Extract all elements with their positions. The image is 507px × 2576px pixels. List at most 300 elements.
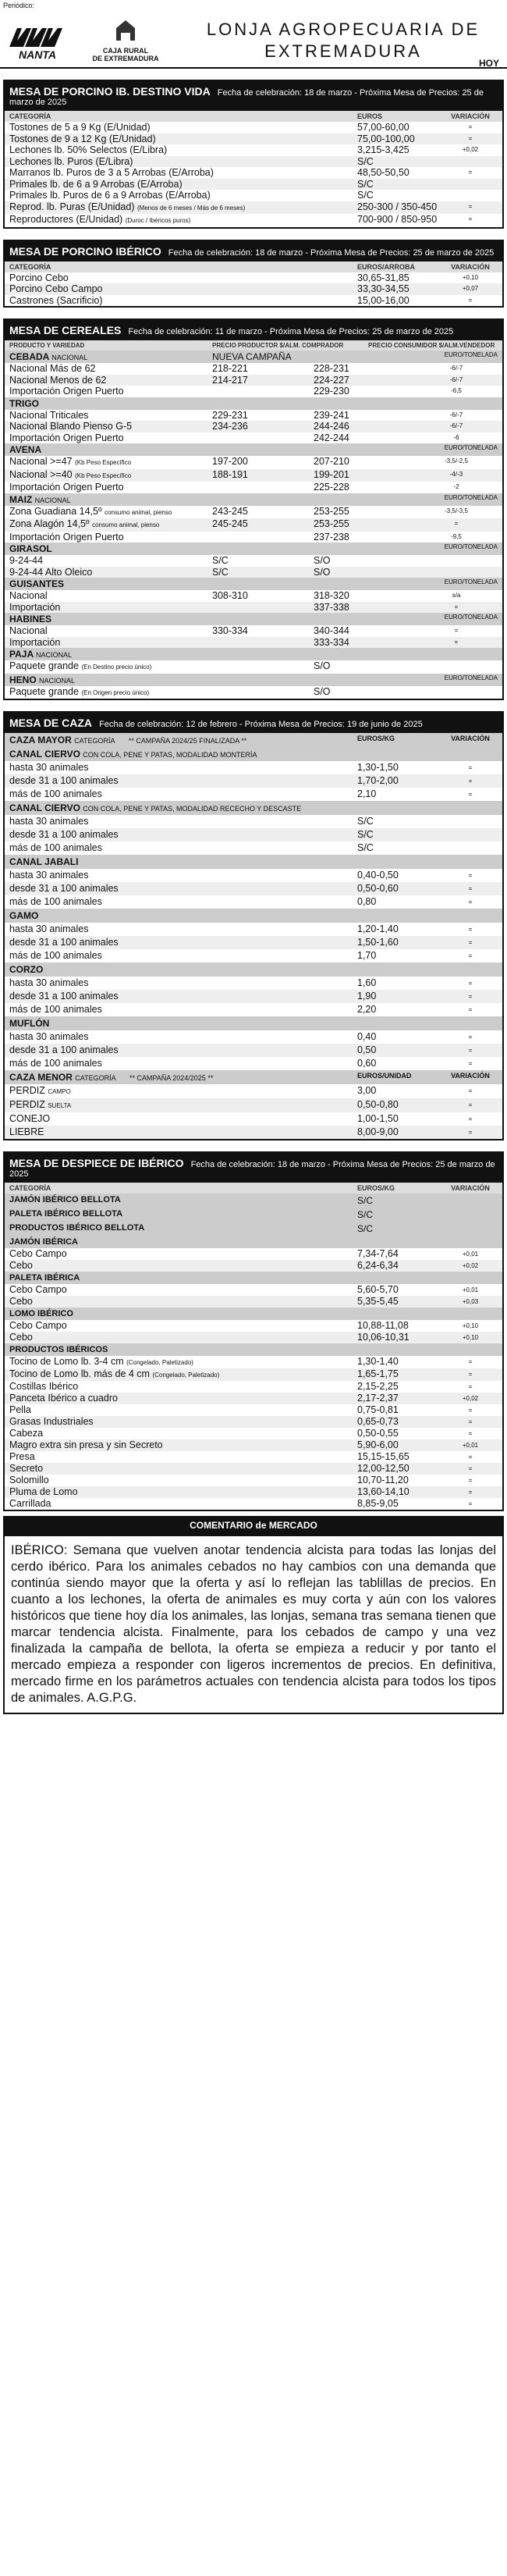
table-row [5,1451,502,1463]
row-price: 5,90-6,00 [357,1439,399,1450]
row-label: Primales lb. Puros de 6 a 9 Arrobas (E/Arroba) [9,190,211,201]
category-sub: CON COLA, PENE Y PATAS, MODALIDAD RECECHO Y DESCASTE [83,805,302,813]
row-price-consumidor: 225-228 [314,482,349,493]
table-row [5,1098,502,1112]
row-price-productor: 245-245 [212,518,248,529]
row-label: Cebo Campo [9,1320,67,1331]
iberico-info: Fecha de celebración: 18 de marzo - Próxima Mesa de Precios: 25 de marzo de 2025 [168,247,495,258]
row-price: 1,30-1,40 [357,1356,399,1367]
row-variation: -6/-7 [449,365,463,372]
caza-category [5,855,502,869]
table-row [5,990,502,1003]
cereales-title: MESA DE CEREALES [9,324,122,336]
row-note: (Kb Peso Específico [75,471,132,479]
row-price: 48,50-50,50 [357,167,410,178]
row-label: desde 31 a 100 animales [9,991,119,1002]
row-price-consumidor: 337-338 [314,601,349,613]
row-label: Nacional [9,590,48,601]
row-label: Zona Guadiana 14,5º [9,505,102,517]
category-name-wrap [9,964,498,975]
table-row [5,555,502,567]
porcino-info: Fecha de celebración: 18 de marzo - Próxima Mesa de Precios: 25 de marzo de 2025 [9,88,484,107]
despiece-category [5,1236,502,1248]
table-row [5,363,502,375]
comentario-text: IBÉRICO: Semana que vuelven anotar tendencia alcista para todas las lonjas del cerdo ibérico. Para los animales cebados no hay cambios con una demanda que continúa siendo mayor que la oferta y así lo reflejan las tablillas de precios. En cuanto a los lechones, la oferta de animales es muy corta y aún con los valores históricos que tiene hoy día los animales, las lonjas, semana tras semana tienen que marcar tendencia alcista. Finalmente, para los cebados de campo y una vez finalizada la campaña de bellota, la oferta se empieza a reducir y por tanto el mercado empieza a responder con ligeros incrementos de precios. En definitiva, mercado firme en los parámetros actuales con tendencia alcista para todos los tipos de animales. A.G.P.G. [3,1535,504,1714]
row-price: S/C [357,842,374,853]
table-row [5,456,502,469]
category-price: S/C [357,1223,374,1234]
row-label: más de 100 animales [9,896,102,907]
row-name [9,532,212,543]
table-row [5,532,502,543]
row-price-consumidor: S/O [314,566,331,578]
despiece-title: MESA DE DESPIECE DE IBÉRICO [9,1157,184,1169]
row-price-consumidor: S/O [314,660,331,671]
row-price-productor: 197-200 [212,456,248,467]
category-name-wrap [9,614,212,624]
col-categoria: CATEGORÍA [9,112,51,120]
table-row [5,295,502,307]
row-label: Importación Origen Puerto [9,386,124,397]
row-price-productor [212,686,314,699]
table-row [5,1044,502,1057]
table-row [5,156,502,168]
caza-category [5,801,502,815]
periodico-label: Periódico: [3,2,35,9]
table-row [5,1463,502,1475]
row-label: hasta 30 animales [9,870,89,881]
caja-rural-line1: CAJA RURAL [102,47,149,55]
row-variation: -3,5/-3,5 [445,507,468,514]
category-name-wrap [9,1018,498,1029]
row-label: hasta 30 animales [9,762,89,773]
iberico-head [5,241,502,262]
row-variation: = [468,296,473,304]
row-label: Tostones de 9 a 12 Kg (E/Unidad) [9,133,156,144]
row-name [9,1486,357,1498]
row-price: 10,70-11,20 [357,1475,409,1485]
row-name [9,895,357,909]
row-label: Secreto [9,1463,44,1474]
category-campaign [212,578,415,589]
table-row [5,1296,502,1308]
despiece-rows [5,1194,502,1510]
iberico-rows [5,272,502,307]
despiece-info: Fecha de celebración: 18 de marzo - Próxima Mesa de Precios: 25 de marzo de 2025 [9,1160,495,1179]
row-name [9,386,212,397]
table-row [5,375,502,386]
row-name [9,1126,357,1139]
row-variation: = [468,1129,473,1136]
row-price-productor [212,432,314,444]
row-price: 1,50-1,60 [357,937,399,948]
category-name-wrap [9,910,498,921]
row-name [9,1368,357,1381]
category-name: MAIZ [9,493,33,505]
row-label: Nacional Blando Pienso G-5 [9,421,133,432]
table-row [5,1475,502,1486]
row-price: 1,65-1,75 [357,1368,399,1379]
caza-category [5,733,502,747]
row-name [9,1463,357,1475]
row-price: 3,215-3,425 [357,144,410,155]
category-name: LOMO IBÉRICO [9,1309,73,1318]
category-price [357,1309,498,1318]
row-label: Panceta Ibérico a cuadro [9,1393,118,1404]
table-row [5,1439,502,1451]
cereal-category [5,543,502,555]
row-label: Nacional Triticales [9,409,89,421]
row-price-consumidor: S/O [314,555,331,566]
row-label: Reproductores (E/Unidad) [9,214,123,225]
row-price: 0,50 [357,1044,377,1055]
category-price [357,1273,498,1283]
col-variacion: VARIACIÓN [451,112,490,120]
caza-category [5,1016,502,1030]
row-label: PERDIZ [9,1085,45,1096]
row-variation: = [468,872,473,879]
despiece-category [5,1222,502,1236]
category-name-wrap [9,674,212,685]
category-name: MUFLÓN [9,1018,50,1029]
category-sub: CON COLA, PENE Y PATAS, MODALIDAD MONTERÍA [83,751,257,759]
row-label: Pluma de Lomo [9,1486,78,1497]
table-row [5,201,502,215]
category-name: GUISANTES [9,578,65,589]
table-row [5,1003,502,1016]
row-variation [415,555,498,567]
row-price: 10,06-10,31 [357,1332,410,1343]
row-variation [443,156,498,168]
cereales-head [5,320,502,340]
despiece-category [5,1308,502,1320]
table-row [5,660,502,674]
hoy-label: HOY [478,58,499,69]
cereal-category [5,674,502,686]
row-price-consumidor: 340-344 [314,625,349,636]
row-variation: = [468,1383,473,1390]
row-label: Paquete grande [9,685,79,697]
table-row [5,637,502,649]
row-variation: +0,02 [462,146,479,153]
row-label: Lechones lb. 50% Selectos (E/Libra) [9,144,168,155]
row-variation: +0,10 [462,1322,479,1329]
row-variation: = [468,1115,473,1123]
row-label: PERDIZ [9,1099,45,1110]
row-variation: = [468,926,473,933]
category-sub: CATEGORÍA [74,737,115,745]
row-price-productor: 188-191 [212,468,248,480]
row-name [9,1030,357,1044]
row-label: Paquete grande [9,660,79,671]
row-price: 75,00-100,00 [357,133,415,144]
row-note: consumo animal, pienso [92,521,160,528]
row-price-productor: S/C [212,555,229,566]
row-price-productor: 214-217 [212,374,248,386]
table-row [5,190,502,201]
page-title [191,19,495,62]
porcino-head [5,81,502,111]
row-name [9,1248,357,1260]
row-price-productor [212,532,314,543]
row-note: SUELTA [48,1102,72,1109]
row-name [9,214,357,227]
row-label: Presa [9,1451,35,1462]
row-price-productor [212,660,314,674]
row-variation: = [468,123,473,130]
row-note: (Menos de 6 meses / Más de 6 meses) [136,204,246,212]
row-label: 9-24-44 [9,555,44,566]
row-label: Cebo [9,1260,33,1271]
row-variation: = [468,1371,473,1378]
category-name: GIRASOL [9,543,52,554]
row-name [9,190,357,201]
table-row [5,949,502,962]
row-variation: -3,5/-2,5 [445,457,468,464]
category-unit [415,398,498,409]
row-label: hasta 30 animales [9,816,89,827]
row-name [9,625,212,637]
row-label: Magro extra sin presa y sin Secreto [9,1439,163,1450]
row-price: 10,88-11,08 [357,1320,409,1331]
cereal-category [5,350,502,363]
row-price-consumidor: 253-255 [314,518,349,529]
row-price-consumidor: 199-201 [314,468,349,480]
category-sub: CATEGORÍA [75,1074,116,1082]
row-note: (Congelado, Paletizado) [126,1359,193,1366]
row-price: 2,17-2,37 [357,1393,399,1404]
despiece-section [3,1151,504,1511]
category-name-wrap [9,1072,357,1083]
row-name [9,1296,357,1308]
row-variation: +0,01 [462,1442,479,1449]
row-label: desde 31 a 100 animales [9,937,119,948]
category-name: CANAL CIERVO [9,802,80,813]
category-name-wrap [9,802,498,813]
category-name-wrap [9,578,212,589]
category-name: CANAL JABALI [9,856,79,867]
category-unit: EUROS/UNIDAD [357,1072,412,1080]
row-name [9,375,212,386]
table-row [5,923,502,936]
row-name [9,506,212,519]
row-variation: = [468,134,473,142]
row-label: Pella [9,1404,31,1415]
row-label: LIEBRE [9,1126,44,1137]
row-variation: -6,5 [451,387,462,394]
category-name: HENO [9,674,37,685]
row-variation: = [468,1500,473,1507]
row-name [9,432,212,444]
col-euros: EUROS [357,112,383,120]
row-price-productor: 218-221 [212,363,248,374]
category-name: JAMÓN IBÉRICO BELLOTA [9,1195,121,1204]
row-label: hasta 30 animales [9,977,89,988]
table-row [5,1320,502,1332]
row-label: desde 31 a 100 animales [9,1044,119,1055]
category-campaign: NUEVA CAMPAÑA [212,351,292,362]
row-label: más de 100 animales [9,1058,102,1069]
category-campaign [212,398,415,409]
row-price-consumidor: 242-244 [314,432,349,443]
category-name: GAMO [9,910,39,921]
row-name [9,144,357,156]
row-name [9,1393,357,1404]
category-name-wrap [9,649,212,660]
row-variation: = [468,1006,473,1013]
row-price: S/C [357,178,374,190]
row-price: 1,90 [357,991,377,1002]
row-variation [443,190,498,201]
category-name: JAMÓN IBÉRICA [9,1237,79,1247]
row-price: 700-900 / 850-950 [357,214,438,225]
row-variation: = [468,885,473,892]
row-price: 250-300 / 350-450 [357,201,438,212]
category-name-wrap [9,543,212,554]
iberico-columns [5,262,502,272]
col-categoria: CATEGORÍA [9,262,51,271]
category-price: S/C [357,1195,374,1206]
table-row [5,1498,502,1510]
row-note: (En Destino precio único) [81,664,152,671]
col-producto: PRODUCTO Y VARIEDAD [9,342,85,349]
category-name: CAZA MAYOR [9,735,72,745]
row-price: 5,35-5,45 [357,1296,399,1307]
row-note: (Duroc / Ibéricos puros) [125,217,191,224]
row-label: CONEJO [9,1113,51,1124]
row-variation [415,660,498,674]
row-variation: -9,5 [451,532,462,540]
row-variation: = [468,1060,473,1067]
row-name [9,869,357,882]
category-name-wrap [9,398,212,409]
category-name: CANAL CIERVO [9,749,80,760]
row-price: 2,20 [357,1004,377,1015]
row-price: 0,50-0,60 [357,883,399,894]
porcino-iberico-section [3,240,504,308]
row-name [9,518,212,532]
table-row [5,214,502,227]
row-price: 8,85-9,05 [357,1498,399,1509]
row-variation: +0,10 [462,1334,479,1341]
row-price-productor: 229-231 [212,409,248,421]
category-sub: NACIONAL [51,354,88,361]
category-name-wrap [9,444,212,455]
table-row [5,977,502,990]
table-row [5,1057,502,1070]
row-name [9,1044,357,1057]
row-price-productor: 308-310 [212,590,248,601]
row-price: 7,34-7,64 [357,1248,399,1259]
category-name: AVENA [9,444,42,455]
row-label: más de 100 animales [9,788,102,799]
table-row [5,828,502,841]
row-variation: = [468,791,473,798]
table-row [5,882,502,895]
row-variation: -6/-7 [449,422,463,429]
row-variation [443,828,498,841]
row-name [9,949,357,962]
row-label: desde 31 a 100 animales [9,775,119,786]
row-price: 1,30-1,50 [357,762,399,773]
table-row [5,482,502,493]
row-name [9,1003,357,1016]
row-price: 12,00-12,50 [357,1463,410,1474]
row-label: hasta 30 animales [9,923,89,934]
row-name [9,167,357,179]
row-label: Zona Alagón 14,5º [9,518,90,529]
caja-rural-emblem-icon [112,17,140,45]
row-price-consumidor: 228-231 [314,363,349,374]
table-row [5,895,502,909]
row-price: 1,60 [357,977,377,988]
row-variation: +0,03 [462,1298,479,1305]
row-name [9,421,212,432]
row-label: Porcino Cebo [9,272,69,283]
row-variation [443,841,498,855]
row-label: Costillas Ibérico [9,1381,79,1392]
row-name [9,1057,357,1070]
title-line2: EXTREMADURA [264,41,422,61]
table-row [5,1428,502,1439]
row-price: 0,75-0,81 [357,1404,399,1415]
row-label: más de 100 animales [9,1004,102,1015]
row-price: 33,30-34,55 [357,283,410,294]
row-name [9,815,357,828]
category-unit: EURO/TONELADA [444,351,498,358]
table-row [5,469,502,482]
svg-text:NANTA: NANTA [19,48,56,61]
row-price: 0,40-0,50 [357,870,399,881]
row-name [9,936,357,949]
row-variation: = [468,1358,473,1365]
row-price: 1,00-1,50 [357,1113,399,1124]
cereales-columns [5,340,502,350]
row-variation: +0,02 [462,1262,479,1269]
row-variation: = [468,777,473,785]
row-name [9,179,357,190]
row-label: Importación Origen Puerto [9,432,124,443]
row-variation [443,179,498,190]
row-price-consumidor: 224-227 [314,374,349,386]
row-variation: = [454,603,459,610]
table-row [5,1084,502,1098]
row-price-productor: 330-334 [212,625,248,636]
row-label: Grasas Industriales [9,1416,94,1427]
row-variation [443,815,498,828]
row-name [9,1284,357,1296]
category-name: PALETA IBÉRICA [9,1273,80,1283]
row-price-productor: 243-245 [212,505,248,517]
row-label: Primales lb. de 6 a 9 Arrobas (E/Arroba) [9,178,183,190]
row-price: 1,20-1,40 [357,923,399,934]
row-label: Nacional Menos de 62 [9,374,107,386]
row-price-consumidor: 253-255 [314,505,349,517]
row-label: más de 100 animales [9,950,102,961]
table-row [5,133,502,145]
row-variation: -6/-7 [449,411,463,418]
table-row [5,167,502,179]
row-variation: = [468,1477,473,1484]
category-name: TRIGO [9,397,39,409]
row-variation: = [468,952,473,959]
row-name [9,122,357,133]
category-sub: NACIONAL [39,676,76,685]
row-name [9,882,357,895]
cereal-category [5,613,502,625]
row-variation: -6/-7 [449,375,463,383]
table-row [5,432,502,444]
